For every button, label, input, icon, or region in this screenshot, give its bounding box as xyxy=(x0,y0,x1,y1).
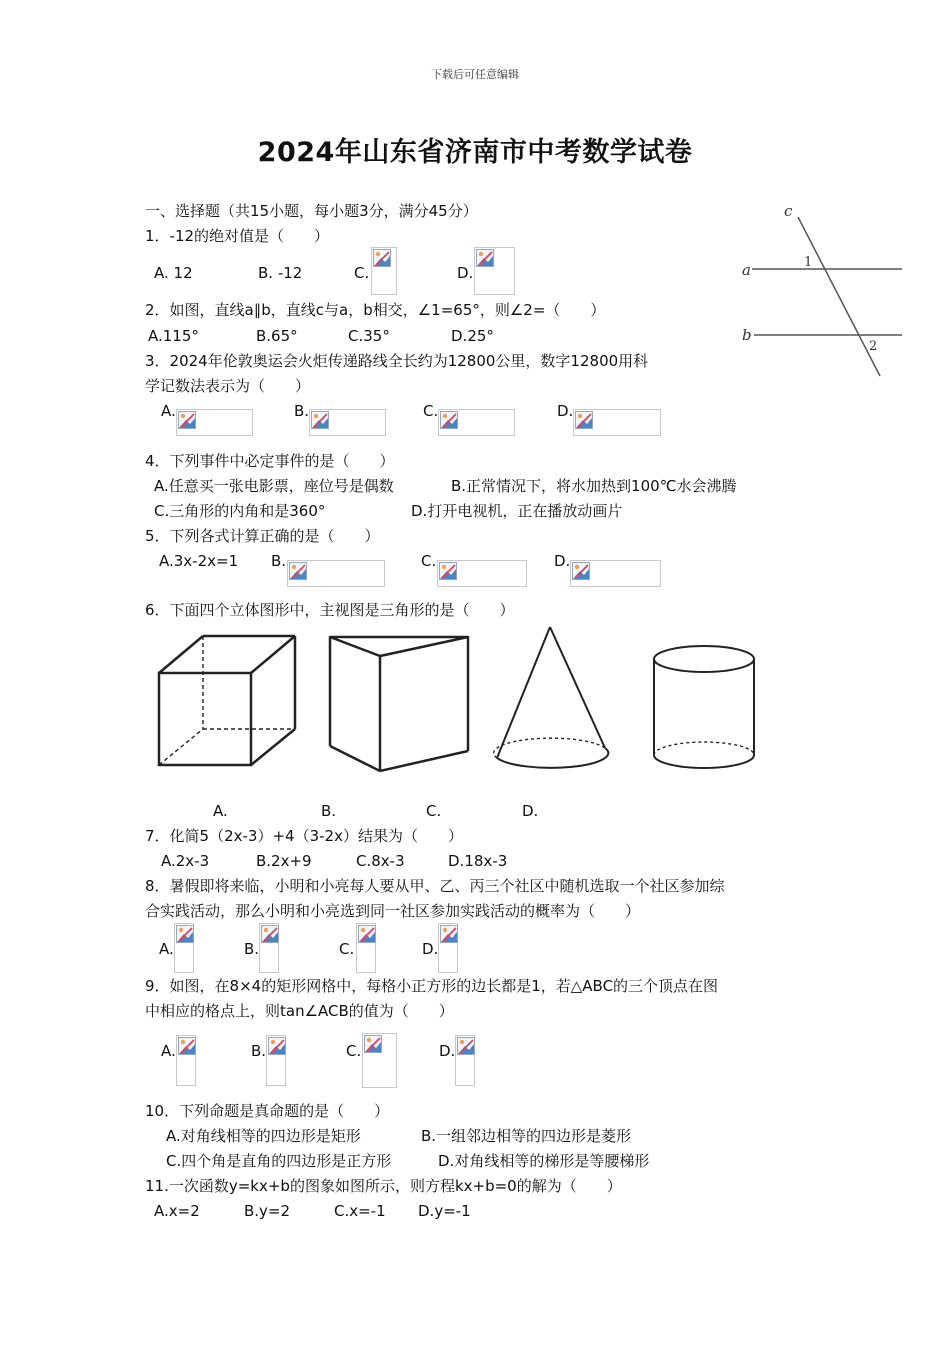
q4-option-c[interactable]: C.三角形的内角和是360° xyxy=(154,502,326,520)
q9-stem-line1: 9．如图，在8×4的矩形网格中，每格小正方形的边长都是1，若△ABC的三个顶点在图 xyxy=(145,977,719,995)
q11-option-d[interactable]: D.y=-1 xyxy=(418,1202,471,1220)
q1-option-a[interactable]: A. 12 xyxy=(154,264,193,282)
label-angle-1: 1 xyxy=(804,255,813,270)
q1-option-d[interactable]: D. xyxy=(457,264,474,282)
broken-image-icon xyxy=(573,409,661,436)
broken-image-icon xyxy=(176,409,253,436)
q1-option-c[interactable]: C. xyxy=(354,264,370,282)
q8-option-d[interactable]: D. xyxy=(422,940,439,958)
broken-image-icon xyxy=(176,1035,196,1086)
q5-option-b[interactable]: B. xyxy=(271,552,287,570)
label-a: a xyxy=(742,261,751,279)
broken-image-icon xyxy=(438,409,515,436)
q2-option-b[interactable]: B.65° xyxy=(256,327,298,345)
broken-image-icon xyxy=(371,247,397,295)
q5-option-d[interactable]: D. xyxy=(554,552,571,570)
broken-image-icon xyxy=(438,923,458,973)
q6-option-d[interactable]: D. xyxy=(522,802,539,820)
broken-image-icon xyxy=(474,247,515,295)
label-angle-2: 2 xyxy=(869,339,878,354)
q4-stem: 4．下列事件中必定事件的是（ ） xyxy=(145,452,395,470)
page-title: 2024年山东省济南市中考数学试卷 xyxy=(257,137,693,168)
q7-option-a[interactable]: A.2x-3 xyxy=(161,852,210,870)
label-c: c xyxy=(784,202,793,220)
broken-image-icon xyxy=(174,923,194,973)
broken-image-icon xyxy=(287,560,385,587)
q1-option-b[interactable]: B. -12 xyxy=(258,264,303,282)
q1-stem: 1．-12的绝对值是（ ） xyxy=(145,227,330,245)
q7-stem: 7．化简5（2x-3）+4（3-2x）结果为（ ） xyxy=(145,827,463,845)
q2-option-a[interactable]: A.115° xyxy=(148,327,199,345)
q11-stem: 11.一次函数y=kx+b的图象如图所示，则方程kx+b=0的解为（ ） xyxy=(145,1177,622,1195)
q9-option-d[interactable]: D. xyxy=(439,1042,456,1060)
q8-stem-line1: 8．暑假即将来临，小明和小亮每人要从甲、乙、丙三个社区中随机选取一个社区参加综 xyxy=(145,877,725,895)
cone-figure xyxy=(490,622,612,774)
q2-option-d[interactable]: D.25° xyxy=(451,327,494,345)
q11-option-c[interactable]: C.x=-1 xyxy=(334,1202,386,1220)
q10-option-b[interactable]: B.一组邻边相等的四边形是菱形 xyxy=(421,1127,632,1145)
q8-option-b[interactable]: B. xyxy=(244,940,260,958)
broken-image-icon xyxy=(259,923,279,973)
q4-option-d[interactable]: D.打开电视机，正在播放动画片 xyxy=(411,502,623,520)
q9-option-c[interactable]: C. xyxy=(346,1042,362,1060)
q8-option-c[interactable]: C. xyxy=(339,940,355,958)
broken-image-icon xyxy=(437,560,527,587)
q2-stem: 2．如图，直线a∥b，直线c与a，b相交，∠1=65°，则∠2=（ ） xyxy=(145,301,606,319)
q3-option-a[interactable]: A. xyxy=(161,402,176,420)
parallel-lines-figure xyxy=(738,200,908,382)
q3-option-b[interactable]: B. xyxy=(294,402,310,420)
q3-option-c[interactable]: C. xyxy=(423,402,439,420)
q10-option-a[interactable]: A.对角线相等的四边形是矩形 xyxy=(166,1127,361,1145)
q7-option-c[interactable]: C.8x-3 xyxy=(356,852,405,870)
q11-option-a[interactable]: A.x=2 xyxy=(154,1202,200,1220)
q3-stem-line2: 学记数法表示为（ ） xyxy=(145,377,311,395)
q10-option-d[interactable]: D.对角线相等的梯形是等腰梯形 xyxy=(438,1152,650,1170)
q7-option-b[interactable]: B.2x+9 xyxy=(256,852,312,870)
prism-figure xyxy=(322,630,477,778)
q3-option-d[interactable]: D. xyxy=(557,402,574,420)
q6-stem: 6．下面四个立体图形中，主视图是三角形的是（ ） xyxy=(145,601,515,619)
cylinder-figure xyxy=(648,640,760,776)
q6-option-b[interactable]: B. xyxy=(321,802,337,820)
q9-stem-line2: 中相应的格点上，则tan∠ACB的值为（ ） xyxy=(145,1002,454,1020)
q9-option-a[interactable]: A. xyxy=(161,1042,176,1060)
broken-image-icon xyxy=(266,1035,286,1086)
q3-stem-line1: 3．2024年伦敦奥运会火炬传递路线全长约为12800公里，数字12800用科 xyxy=(145,352,649,370)
label-b: b xyxy=(742,326,752,344)
q11-option-b[interactable]: B.y=2 xyxy=(244,1202,291,1220)
q8-option-a[interactable]: A. xyxy=(159,940,174,958)
q10-stem: 10．下列命题是真命题的是（ ） xyxy=(145,1102,390,1120)
line-c xyxy=(798,217,880,376)
page-header: 下载后可任意编辑 xyxy=(431,68,519,81)
q2-option-c[interactable]: C.35° xyxy=(348,327,390,345)
q7-option-d[interactable]: D.18x-3 xyxy=(448,852,508,870)
broken-image-icon xyxy=(570,560,661,587)
q10-option-c[interactable]: C.四个角是直角的四边形是正方形 xyxy=(166,1152,392,1170)
cube-figure xyxy=(150,628,300,773)
broken-image-icon xyxy=(309,409,386,436)
q6-option-c[interactable]: C. xyxy=(426,802,442,820)
q9-option-b[interactable]: B. xyxy=(251,1042,267,1060)
broken-image-icon xyxy=(455,1035,475,1086)
q6-option-a[interactable]: A. xyxy=(213,802,228,820)
q8-stem-line2: 合实践活动，那么小明和小亮选到同一社区参加实践活动的概率为（ ） xyxy=(145,902,641,920)
broken-image-icon xyxy=(362,1033,397,1088)
q4-option-b[interactable]: B.正常情况下，将水加热到100℃水会沸腾 xyxy=(451,477,737,495)
q5-option-a[interactable]: A.3x-2x=1 xyxy=(159,552,239,570)
q4-option-a[interactable]: A.任意买一张电影票，座位号是偶数 xyxy=(154,477,394,495)
q5-stem: 5．下列各式计算正确的是（ ） xyxy=(145,527,380,545)
broken-image-icon xyxy=(356,923,376,973)
section-heading: 一、选择题（共15小题，每小题3分，满分45分） xyxy=(145,202,478,220)
q5-option-c[interactable]: C. xyxy=(421,552,437,570)
